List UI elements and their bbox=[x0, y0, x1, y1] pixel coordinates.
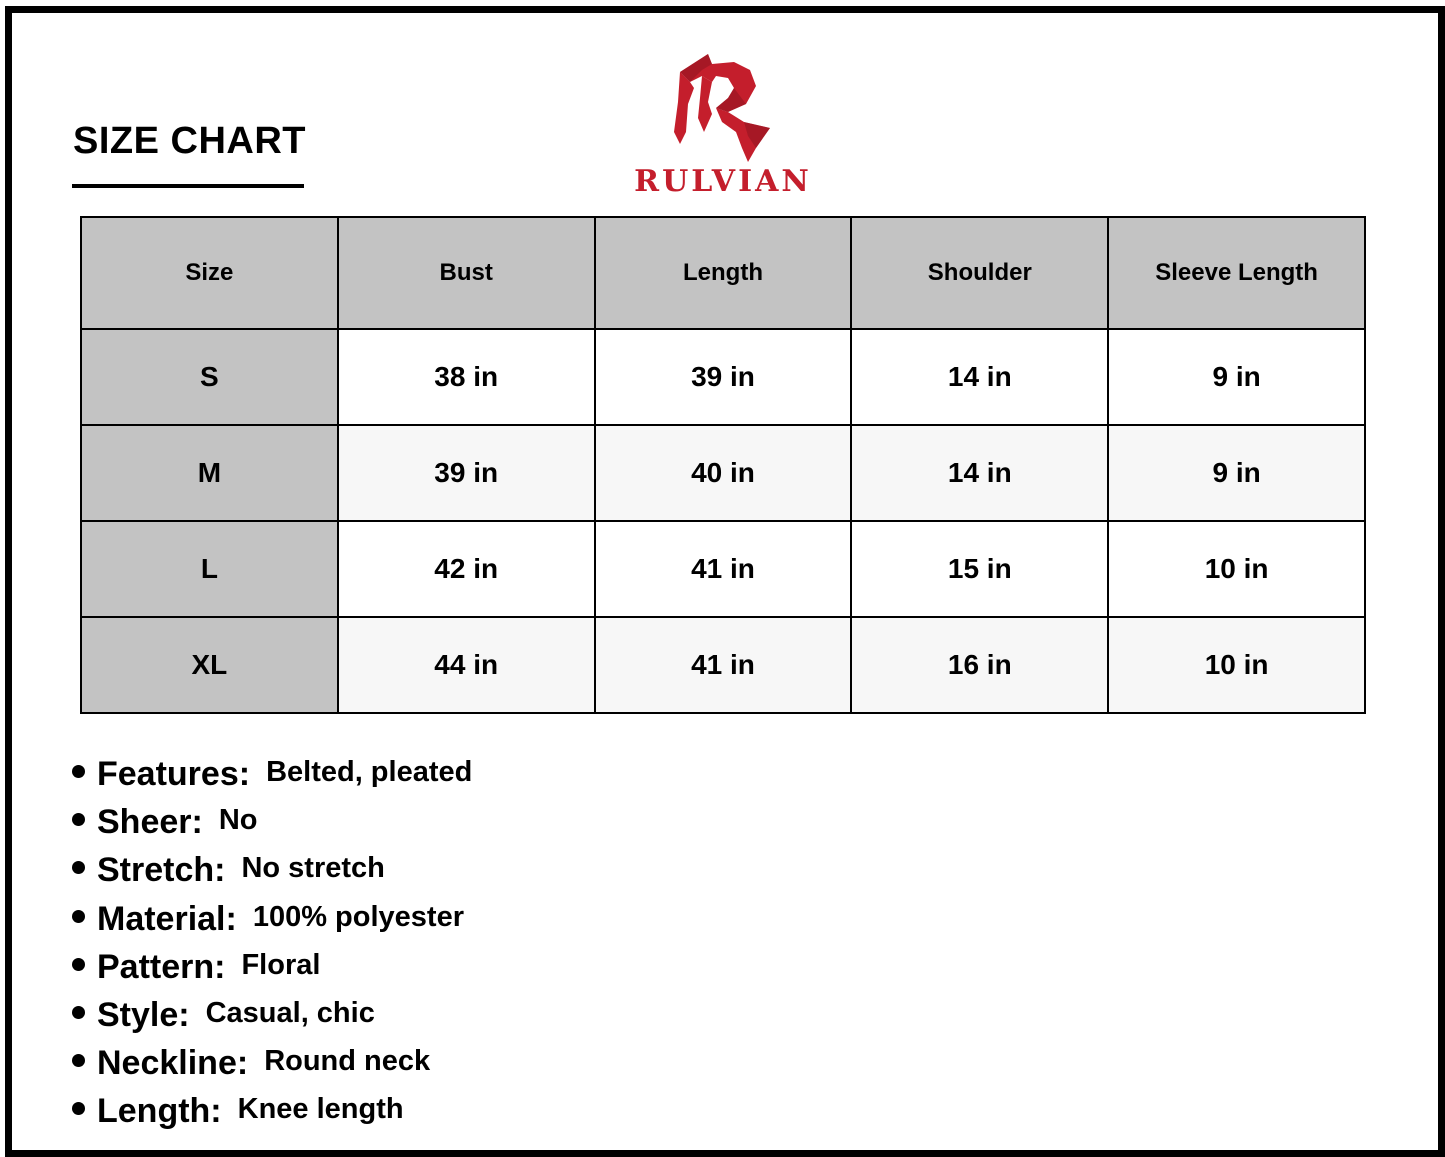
feature-label: Neckline: bbox=[97, 1044, 249, 1083]
brand-name: RULVIAN bbox=[634, 164, 812, 199]
size-cell: L bbox=[81, 521, 338, 617]
length-cell: 41 in bbox=[595, 521, 852, 617]
header-sleeve-length: Sleeve Length bbox=[1108, 217, 1365, 329]
feature-label: Pattern: bbox=[97, 947, 226, 986]
table-row bbox=[81, 617, 1365, 713]
feature-value: Casual, chic bbox=[205, 996, 375, 1029]
sleeve-length-cell: 9 in bbox=[1108, 425, 1365, 521]
bullet-icon bbox=[72, 958, 85, 971]
header-size: Size bbox=[81, 217, 338, 329]
feature-label: Length: bbox=[97, 1092, 222, 1131]
sleeve-length-cell: 10 in bbox=[1108, 617, 1365, 713]
title-underline bbox=[72, 184, 304, 188]
feature-value: Floral bbox=[241, 948, 321, 981]
bust-cell: 39 in bbox=[338, 425, 595, 521]
size-cell: M bbox=[81, 425, 338, 521]
shoulder-cell: 14 in bbox=[851, 425, 1108, 521]
feature-label: Sheer: bbox=[97, 803, 203, 842]
bullet-icon bbox=[72, 765, 85, 778]
feature-label: Features: bbox=[97, 755, 251, 793]
bullet-icon bbox=[72, 1006, 85, 1019]
shoulder-cell: 16 in bbox=[851, 617, 1108, 713]
table-row bbox=[81, 425, 1365, 521]
bust-cell: 44 in bbox=[338, 617, 595, 713]
size-cell: S bbox=[81, 329, 338, 425]
table-row bbox=[81, 329, 1365, 425]
feature-label: Style: bbox=[97, 995, 190, 1034]
bust-cell: 38 in bbox=[338, 329, 595, 425]
shoulder-cell: 14 in bbox=[851, 329, 1108, 425]
table-row bbox=[81, 521, 1365, 617]
header-length: Length bbox=[595, 217, 852, 329]
length-cell: 40 in bbox=[595, 425, 852, 521]
feature-value: Belted, pleated bbox=[266, 756, 473, 788]
feature-value: Knee length bbox=[237, 1093, 404, 1126]
length-cell: 39 in bbox=[595, 329, 852, 425]
bullet-icon bbox=[72, 910, 85, 923]
feature-label: Stretch: bbox=[97, 851, 226, 890]
feature-value: 100% polyester bbox=[252, 900, 464, 933]
page-title: SIZE CHART bbox=[73, 120, 306, 162]
size-table bbox=[80, 216, 1366, 714]
header-shoulder: Shoulder bbox=[851, 217, 1108, 329]
feature-value: No stretch bbox=[241, 852, 385, 885]
length-cell: 41 in bbox=[595, 617, 852, 713]
letter-r-logo-icon bbox=[672, 52, 776, 162]
feature-value: Round neck bbox=[264, 1045, 431, 1078]
table-header-row bbox=[81, 217, 1365, 329]
shoulder-cell: 15 in bbox=[851, 521, 1108, 617]
sleeve-length-cell: 9 in bbox=[1108, 329, 1365, 425]
header-bust: Bust bbox=[338, 217, 595, 329]
bust-cell: 42 in bbox=[338, 521, 595, 617]
sleeve-length-cell: 10 in bbox=[1108, 521, 1365, 617]
feature-label: Material: bbox=[97, 899, 237, 938]
size-cell: XL bbox=[81, 617, 338, 713]
feature-value: No bbox=[218, 804, 258, 837]
